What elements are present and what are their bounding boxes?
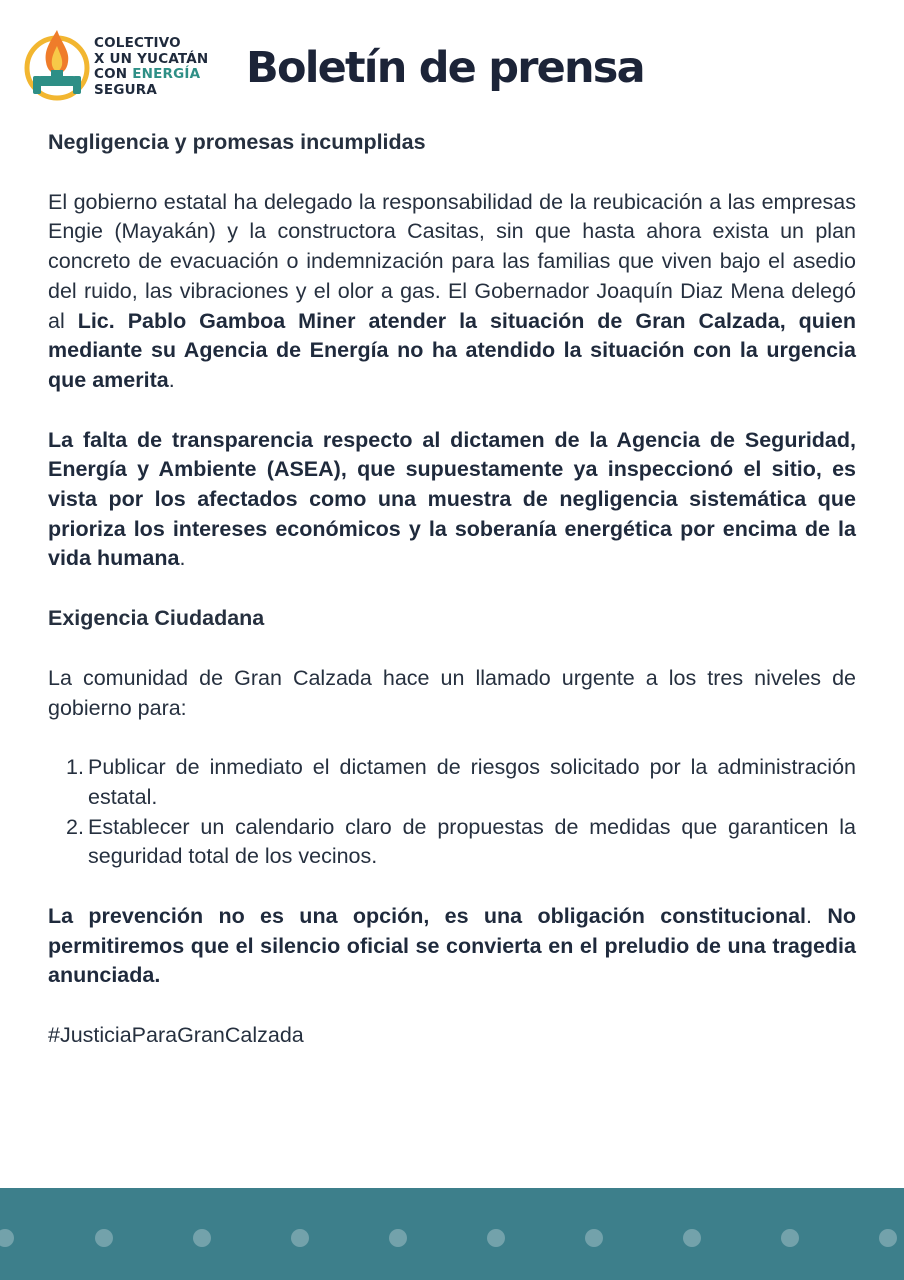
closing-dot: .: [806, 904, 812, 929]
footer-dot: [487, 1229, 505, 1247]
logo-word-con: CON: [94, 66, 128, 82]
paragraph-delegation-end: .: [168, 367, 175, 392]
list-item: [48, 753, 856, 812]
list-item: [48, 813, 856, 872]
page-title: Boletín de prensa: [246, 43, 644, 93]
logo-wordmark: [94, 36, 208, 98]
paragraph-transparency-bold: La falta de transparencia respecto al dictamen de la Agencia de Seguridad, Energía y Ambiente (ASEA), que supuestamente ya inspeccionó el sitio, es vista por los afectados como una muestra de negligencia sistemática que prioriza los intereses económicos y la soberanía energética por encima de la vida humana: [48, 427, 856, 571]
paragraph-delegation: [48, 188, 856, 396]
paragraph-delegation-bold: Lic. Pablo Gamboa Miner atender la situación de Gran Calzada, quien mediante su Agencia de Energía no ha atendido la situación con la urgencia que amerita: [48, 308, 856, 392]
paragraph-transparency-end: .: [179, 546, 186, 571]
footer-dot: [95, 1229, 113, 1247]
flame-pipe-logo-icon: [22, 24, 92, 104]
footer-dot: [781, 1229, 799, 1247]
demands-list: [48, 753, 856, 872]
logo-line-2: X UN YUCATÁN: [94, 50, 209, 67]
header: [0, 0, 904, 130]
footer-dot: [0, 1229, 14, 1247]
logo-line-1: COLECTIVO: [94, 35, 181, 51]
list-item-number: 2.: [66, 814, 84, 839]
footer-dot: [389, 1229, 407, 1247]
closing-bold-1: La prevención no es una opción, es una obligación constitucional: [48, 904, 807, 929]
paragraph-call: La comunidad de Gran Calzada hace un llamado urgente a los tres niveles de gobierno para:: [48, 665, 856, 720]
section-heading-demand: Exigencia Ciudadana: [48, 606, 265, 631]
logo-word-energia: ENERGÍA: [132, 66, 201, 82]
footer-dot: [291, 1229, 309, 1247]
press-release-body: [48, 128, 856, 1051]
section-heading-negligence: Negligencia y promesas incumplidas: [48, 130, 426, 154]
paragraph-transparency: [48, 426, 856, 575]
paragraph-closing: [48, 902, 856, 991]
logo-line-4: SEGURA: [94, 81, 158, 98]
list-item-text: Publicar de inmediato el dictamen de riesgos solicitado por la administración estatal.: [88, 755, 856, 809]
footer-dot: [585, 1229, 603, 1247]
footer-dot: [683, 1229, 701, 1247]
list-item-text: Establecer un calendario claro de propuestas de medidas que garanticen la seguridad total de los vecinos.: [88, 814, 856, 869]
list-item-number: 1.: [66, 755, 84, 780]
footer-dot: [879, 1229, 897, 1247]
logo-line-3: [94, 67, 208, 83]
hashtag: #JusticiaParaGranCalzada: [48, 1023, 304, 1048]
footer-band: [0, 1188, 904, 1280]
paragraph-delegation-text: El gobierno estatal ha delegado la responsabilidad de la reubicación a las empresas Engie (Mayakán) y la constructora Casitas, sin que hasta ahora exista un plan concreto de evacuación o indemnización para las familias que viven bajo el asedio del ruido, las vibraciones y el olor a gas. El Gobernador Joaquín Diaz Mena delegó al: [48, 189, 856, 333]
closing-bold-2: No permitiremos que el silencio oficial se convierta en el preludio de una tragedia anunciada.: [48, 904, 856, 988]
footer-dot: [193, 1229, 211, 1247]
